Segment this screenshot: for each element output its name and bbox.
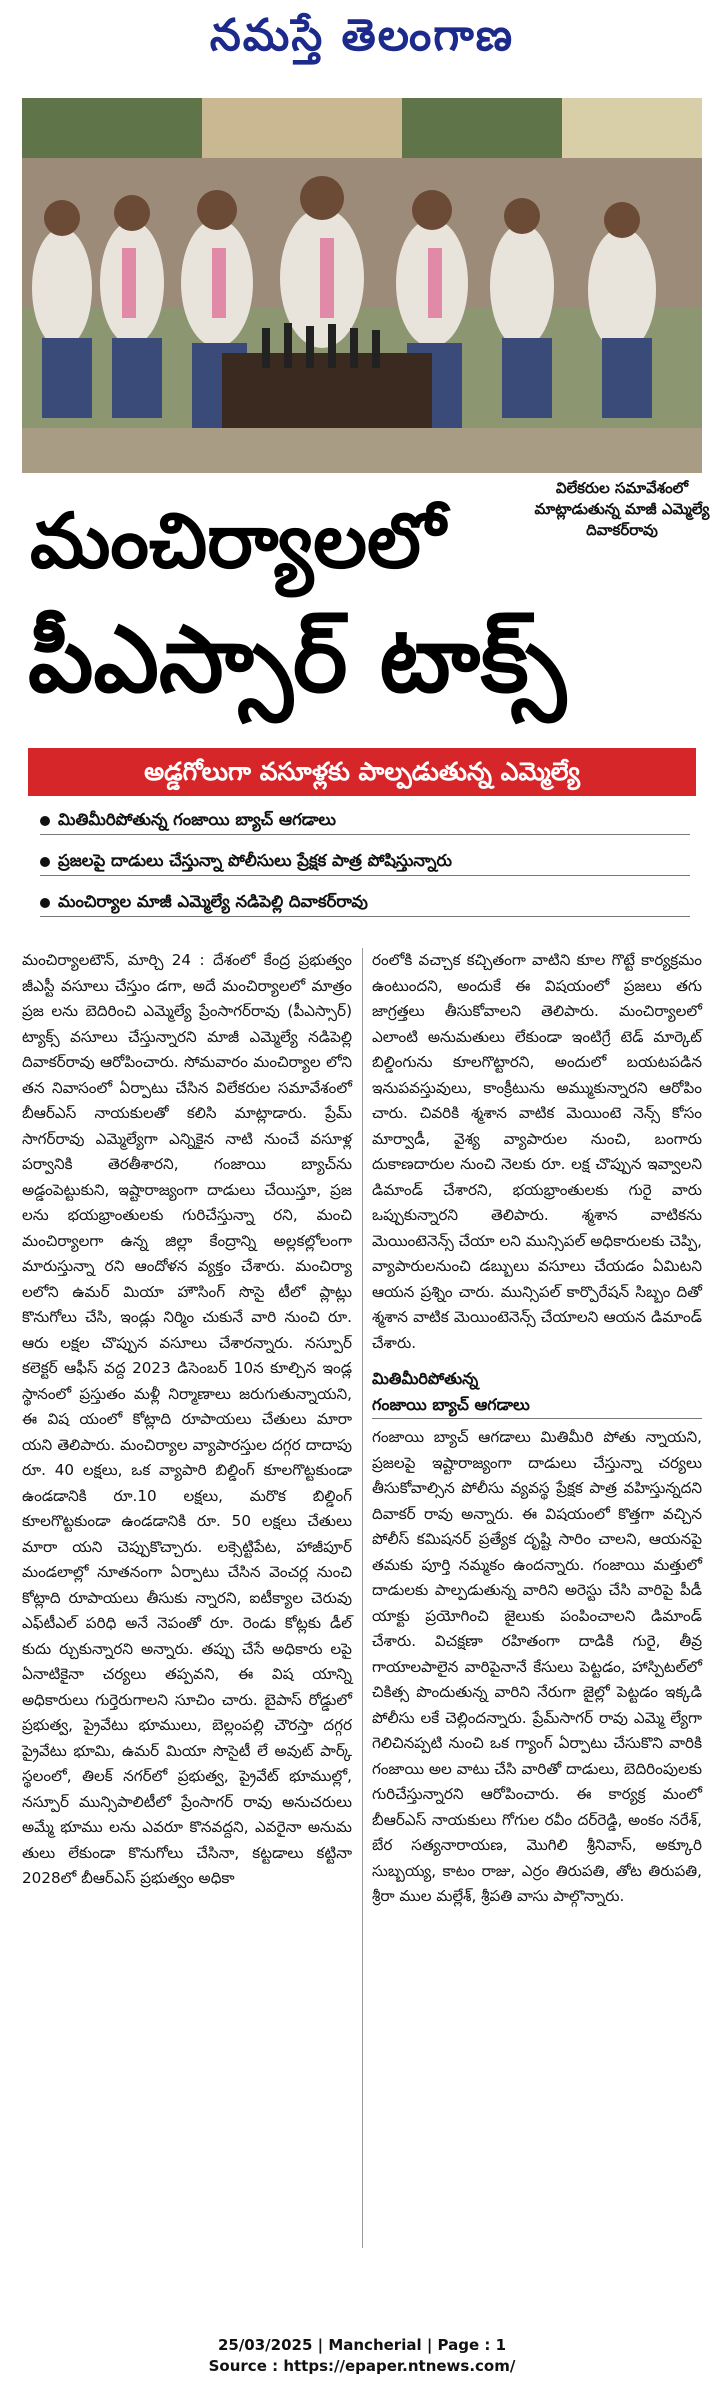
bullet-text: మంచిర్యాల మాజీ ఎమ్మెల్యే నడిపెల్లి దివాకర్‌రావు bbox=[58, 892, 368, 911]
column-divider bbox=[362, 948, 363, 2248]
article-body bbox=[22, 948, 704, 2248]
article-column-right bbox=[372, 948, 702, 1910]
headline-line-1: మంచిర్యాలలో bbox=[30, 496, 446, 585]
masthead-title: నమస్తే తెలంగాణ bbox=[209, 10, 515, 61]
bullet-dot-icon bbox=[40, 816, 50, 826]
section-subheading: గంజాయి బ్యాచ్ ఆగడాలు bbox=[372, 1392, 702, 1419]
article-column-left bbox=[22, 948, 352, 1892]
bullet-text: ప్రజలపై దాడులు చేస్తున్నా పోలీసులు ప్రేక్షక పాత్ర పోషిస్తున్నారు bbox=[58, 851, 452, 870]
page-footer bbox=[0, 2335, 724, 2377]
headline-line-2: పీఎస్సార్ టాక్స్ bbox=[28, 606, 567, 713]
article-paragraph: గంజాయి బ్యాచ్ ఆగడాలు మితిమీరి పోతు న్నాయని, ప్రజలపై ఇష్టారాజ్యంగా దాడులు చేస్తున్నా చర్యలు తీసుకోవాల్సిన పోలీసు వ్యవస్థ ప్రేక్షక పాత్ర వహిస్తున్నదని దివాకర్ రావు అన్నారు. ఈ విషయంలో కొత్తగా వచ్చిన పోలీస్ కమిషనర్ ప్రత్యేక దృష్టి సారిం చాలని, ఆయనపై తమకు పూర్తి నమ్మకం ఉందన్నారు. గంజాయి మత్తులో దాడులకు పాల్పడుతున్న వారిని అరెస్టు చేసి వారిపై పీడీ యాక్టు ప్రయోగించి జైలుకు పంపించాలని డిమాండ్ చేశారు. విచక్షణా రహితంగా దాడికి గురై, తీవ్ర గాయాలపాలైన వారిపైనానే కేసులు పెట్టడం, హాస్పిటల్‌లో చికిత్స పొందుతున్న వారిని నేరుగా జైల్లో పెట్టడం ఇక్కడి పోలీసు లకే చెల్లిందన్నారు. ప్రేమ్‌సాగర్ రావు ఎమ్మె ల్యేగా గెలిచినప్పటి నుంచి ఒక గ్యాంగ్ ఏర్పాటు చేసుకొని వారికి గంజాయి అల వాటు చేసి వారితో దాడులు, బెదిరింపులకు గురిచేస్తున్నారని ఆరోపించారు. ఈ కార్యక్ర మంలో బీఆర్‌ఎస్ నాయకులు గోగుల రవీం దర్‌రెడ్డి, అంకం నరేశ్, బేర సత్యనారాయణ, మొగిలి శ్రీనివాస్, అక్కూరి సుబ్బయ్య, కాటం రాజు, ఎర్రం తిరుపతి, తోట తిరుపతి, శ్రీరా ముల మల్లేశ్, శ్రీపతి వాసు పాల్గొన్నారు. bbox=[372, 1428, 702, 1905]
caption-line: మాట్లాడుతున్న మాజీ ఎమ్మెల్యే bbox=[534, 500, 710, 518]
bullet-dot-icon bbox=[40, 898, 50, 908]
caption-line: విలేకరుల సమావేశంలో bbox=[555, 479, 689, 497]
section-subheading: మితిమీరిపోతున్న bbox=[372, 1369, 479, 1388]
footer-source: Source : https://epaper.ntnews.com/ bbox=[208, 2357, 516, 2375]
bullet-list bbox=[40, 808, 690, 931]
photo-image bbox=[22, 98, 702, 473]
subheadline-banner: అడ్డగోలుగా వసూళ్లకు పాల్పడుతున్న ఎమ్మెల్యే bbox=[28, 748, 696, 796]
bullet-text: మితిమీరిపోతున్న గంజాయి బ్యాచ్ ఆగడాలు bbox=[58, 810, 336, 829]
footer-dateline: 25/03/2025 | Mancherial | Page : 1 bbox=[217, 2336, 507, 2354]
bullet-dot-icon bbox=[40, 857, 50, 867]
bullet-item bbox=[40, 808, 690, 835]
masthead bbox=[0, 0, 724, 92]
news-photo bbox=[22, 98, 702, 473]
bullet-item bbox=[40, 890, 690, 917]
bullet-item bbox=[40, 849, 690, 876]
article-paragraph: రంలోకి వచ్చాక కచ్చితంగా వాటిని కూల గొట్టే కార్యక్రమం ఉంటుందని, అందుకే ఈ విషయంలో ప్రజలు తగు జాగ్రత్తలు తీసుకోవాలని తెలిపారు. మంచిర్యాలలో ఎలాంటి అనుమతులు లేకుండా ఇంటిగ్రే టెడ్ మార్కెట్ బిల్డింగును కూలగొట్టారని, అందులో బయటపడిన ఇనుపవస్తువులు, కాంక్రీటును అమ్ముకున్నారని ఆరోపిం చారు. చివరికి శ్మశాన వాటిక మెయింటె నెన్స్ కోసం మార్వాడీ, వైశ్య వ్యాపారుల నుంచి, బంగారు దుకాణదారుల నుంచి నెలకు రూ. లక్ష చొప్పున ఇవ్వాలని డిమాండ్ చేశారని, భయభ్రాంతులకు గురై వారు ఒప్పుకున్నారని తెలిపారు. శ్మశాన వాటికను మెయింటెనెన్స్ చేయా లని మున్సిపల్ అధికారులకు చెప్పి, వ్యాపారులనుంచి డబ్బులు వసూలు చేయడం ఏమిటని ఆయన ప్రశ్నిం చారు. మున్సిపల్ కార్పొరేషన్ సిబ్బం దితో శ్మశాన వాటిక మెయింటెనెన్స్ చేయాలని ఆయన డిమాండ్ చేశారు. bbox=[372, 951, 702, 1352]
caption-line: దివాకర్‌రావు bbox=[586, 521, 658, 539]
article-paragraph: మంచిర్యాలటౌన్, మార్చి 24 : దేశంలో కేంద్ర ప్రభుత్వం జీఎస్టీ వసూలు చేస్తుం డగా, అదే మంచిర్యాలలో మాత్రం ప్రజ లను బెదిరించి ఎమ్మెల్యే ప్రేంసాగర్‌రావు (పీఎస్సార్) ట్యాక్స్ వసూలు చేస్తున్నారని మాజీ ఎమ్మెల్యే నడిపెల్లి దివాకర్‌రావు ఆరోపించారు. సోమవారం మంచిర్యాల లోని తన నివాసంలో ఏర్పాటు చేసిన విలేకరుల సమావేశంలో బీఆర్‌ఎస్ నాయకులతో కలిసి మాట్లాడారు. ప్రేమ్ సాగర్‌రావు ఎమ్మెల్యేగా ఎన్నికైన నాటి నుంచే వసూళ్ల పర్వానికి తెరతీశారని, గంజాయి బ్యాచ్‌ను అడ్డంపెట్టుకుని, ఇష్టారాజ్యంగా దాడులు చేయిస్తూ, ప్రజ లను భయభ్రాంతులకు గురిచేస్తున్నా రని, మంచి మంచిర్యాలగా ఉన్న జిల్లా కేంద్రాన్ని అల్లకల్లోలంగా మారుస్తున్నా రని ఆందోళన వ్యక్తం చేశారు. మంచిర్యా లలోని ఉమర్ మియా హౌసింగ్ సొసై టీలో ప్లాట్లు కొనుగోలు చేసి, ఇండ్లు నిర్మిం చుకునే వారి నుంచి రూ. ఆరు లక్షల చొప్పున వసూలు చేశారన్నారు. నస్పూర్ కలెక్టర్ ఆఫీస్ వద్ద 2023 డిసెంబర్ 10న కూల్చిన ఇండ్ల స్థానంలో ప్రస్తుతం మళ్లీ నిర్మాణాలు జరుగుతున్నాయని, ఈ విష యంలో కోట్లాది రూపాయలు చేతులు మారా యని తెలిపారు. మంచిర్యాల వ్యాపారస్తుల దగ్గర దాదాపు రూ. 40 లక్షలు, ఒక వ్యాపారి బిల్డింగ్ కూలగొట్టకుండా ఉండడానికి రూ.10 లక్షలు, మరొక బిల్డింగ్ కూలగొట్టకుండా ఉండడానికి రూ. 50 లక్షలు చేతులు మారా యని చెప్పుకొచ్చారు. లక్సెట్టిపేట, హాజీపూర్ మండలాల్లో నూతనంగా ఏర్పాటు చేసిన వెంచర్ల నుంచి కోట్లాది రూపాయలు తీసుకు న్నారని, ఐటీక్యాల చెరువు ఎఫ్‌టీఎల్ పరిధి అనే నెపంతో రూ. రెండు కోట్లకు డీల్ కుదు ర్చుకున్నారని అన్నారు. తప్పు చేసే అధికారు లపై ఏనాటికైనా చర్యలు తప్పవని, ఈ విష యాన్ని అధికారులు గుర్తెరుగాలని సూచిం చారు. బైపాస్ రోడ్డులో ప్రభుత్వ, ప్రైవేటు భూములు, బెల్లంపల్లి చౌరస్తా దగ్గర ప్రైవేటు భూమి, ఉమర్ మియా సొసైటీ లే అవుట్ పార్క్ స్థలంలో, తిలక్ నగర్‌లో ప్రభుత్వ, ప్రైవేట్ భూముల్లో, నస్పూర్ మున్సిపాలిటీలో ప్రేంసాగర్ రావు అనుచరులు అమ్మే భూము లను ఎవరూ కొనవద్దని, ఎవరైనా అనుమ తులు లేకుండా కొనుగోలు చేసినా, కట్టడాలు కట్టినా 2028లో బీఆర్‌ఎస్ ప్రభుత్వం అధికా bbox=[22, 951, 352, 1887]
